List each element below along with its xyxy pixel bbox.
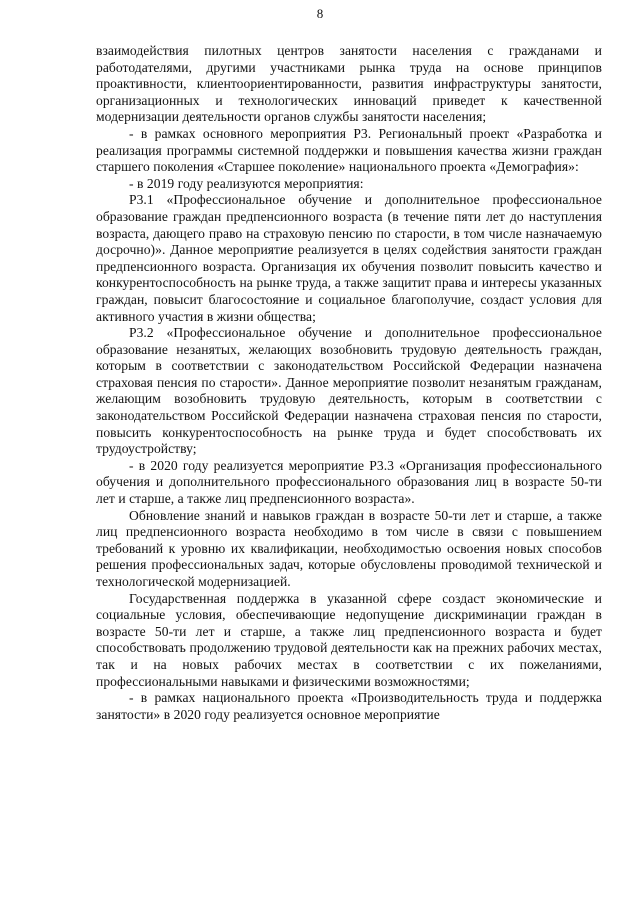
paragraph: - в 2019 году реализуются мероприятия: xyxy=(129,175,364,191)
document-body xyxy=(96,43,602,723)
paragraph: - в рамках национального проекта «Производительность труда и поддержка занятости» в 2020 году реализуется основное мероприятие xyxy=(96,690,602,722)
paragraph: Государственная поддержка в указанной сфере создаст экономические и социальные условия, обеспечивающие недопущение дискриминации граждан в возрасте 50-ти лет и старше, а также лиц предпенсионного возраста и будет способствовать продолжению трудовой деятельности как на прежних рабочих местах, так и на новых рабочих местах в соответствии с их пожеланиями, профессиональными навыками и физическими возможностями; xyxy=(96,590,602,689)
paragraph: взаимодействия пилотных центров занятости населения с гражданами и работодателями, другими участниками рынка труда на основе принципов проактивности, клиентоориентированности, развития инфраструктуры занятости, организационных и технологических инноваций приведет к качественной модернизации деятельности органов службы занятости населения; xyxy=(96,43,602,125)
paragraph: - в рамках основного мероприятия Р3. Региональный проект «Разработка и реализация программы системной поддержки и повышения качества жизни граждан старшего поколения «Старшее поколение» национального проекта «Демография»: xyxy=(96,125,602,175)
paragraph: Р3.1 «Профессиональное обучение и дополнительное профессиональное образование граждан предпенсионного возраста (в течение пяти лет до наступления возраста, дающего право на страховую пенсию по старости, в том числе назначаемую досрочно)». Данное мероприятие реализуется в целях содействия занятости граждан предпенсионного возраста. Организация их обучения позволит повысить качество и конкурентоспособность на рынке труда, а также защитит права и интересы указанных граждан, повысит благосостояние и социальное благополучие, создаст условия для активного участия в жизни общества; xyxy=(96,192,602,324)
paragraph: Обновление знаний и навыков граждан в возрасте 50-ти лет и старше, а также лиц предпенсионного возраста необходимо в том числе в связи с повышением требований к уровню их квалификации, необходимостью освоения новых способов решения профессиональных задач, которые обусловлены проводимой технической и технологической модернизацией. xyxy=(96,507,602,589)
paragraph: - в 2020 году реализуется мероприятие Р3.3 «Организация профессионального обучения и дополнительного профессионального образования лиц в возрасте 50-ти лет и старше, а также лиц предпенсионного возраста». xyxy=(96,457,602,507)
paragraph: Р3.2 «Профессиональное обучение и дополнительное профессиональное образование незанятых, желающих возобновить трудовую деятельность граждан, которым в соответствии с законодательством Российской Федерации назначена страховая пенсия по старости». Данное мероприятие позволит незанятым гражданам, желающим возобновить трудовую деятельность, которым в соответствии с законодательством Российской Федерации назначена страховая пенсия по старости, повысить конкурентоспособность на рынке труда и будет способствовать их трудоустройству; xyxy=(96,325,602,457)
page-number: 8 xyxy=(316,6,324,21)
